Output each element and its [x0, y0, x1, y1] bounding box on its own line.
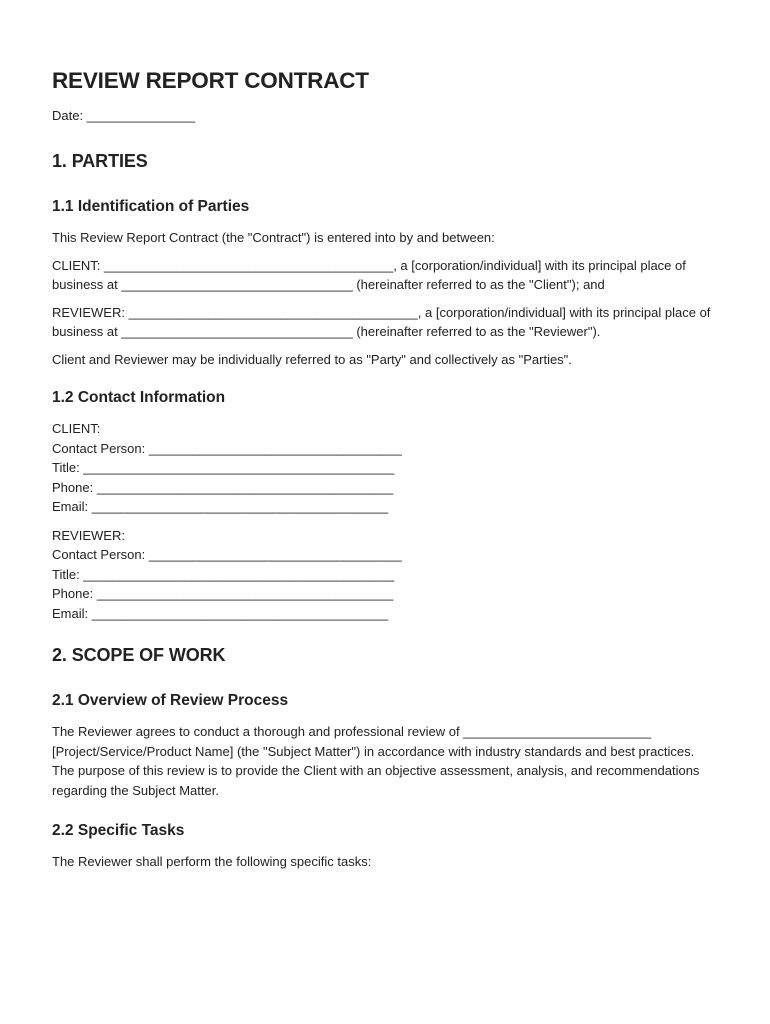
section-2-1-heading: 2.1 Overview of Review Process [52, 692, 289, 709]
document-title: REVIEW REPORT CONTRACT [52, 68, 369, 93]
section-1-2-heading: 1.2 Contact Information [52, 389, 226, 406]
date-line: Date: _______________ [52, 108, 196, 123]
client-contact-person: Contact Person: ___________________________________ [52, 440, 402, 456]
reviewer-contact-phone: Phone: _________________________________________ [52, 586, 394, 601]
reviewer-contact-title: Title: ___________________________________________ [52, 566, 395, 582]
client-contact-label: CLIENT: [52, 421, 101, 436]
reviewer-paragraph: REVIEWER: ________________________________________, a [corporation/individual] with its principal place of business at ________________________________ (hereinafter referred to as the "Reviewer"). [52, 304, 711, 339]
section-2-2-heading: 2.2 Specific Tasks [52, 822, 185, 839]
section-1-heading: 1. PARTIES [52, 151, 148, 171]
section-2-heading: 2. SCOPE OF WORK [52, 645, 226, 665]
client-contact-email: Email: _________________________________________ [52, 499, 389, 514]
client-contact-phone: Phone: _________________________________________ [52, 479, 394, 495]
client-contact-block [52, 419, 718, 517]
reviewer-contact-email: Email: _________________________________________ [52, 605, 389, 621]
specific-tasks-intro: The Reviewer shall perform the following specific tasks: [52, 854, 372, 869]
client-contact-title: Title: ___________________________________________ [52, 460, 395, 475]
client-paragraph: CLIENT: ________________________________________, a [corporation/individual] with its principal place of business at ________________________________ (hereinafter referred to as the "Client"); and [52, 257, 686, 292]
parties-intro: This Review Report Contract (the "Contract") is entered into by and between: [52, 230, 495, 245]
parties-closing: Client and Reviewer may be individually referred to as "Party" and collectively as "Parties". [52, 351, 572, 367]
review-overview-paragraph: The Reviewer agrees to conduct a thorough and professional review of __________________________ [Project/Service/Product Name] (the "Subject Matter") in accordance with industry standards and best practices. The purpose of this review is to provide the Client with an objective assessment, analysis, and recommendations regarding the Subject Matter. [52, 724, 700, 798]
reviewer-contact-person: Contact Person: ___________________________________ [52, 547, 402, 562]
section-1-1-heading: 1.1 Identification of Parties [52, 198, 250, 215]
reviewer-contact-label: REVIEWER: [52, 527, 125, 543]
reviewer-contact-block [52, 526, 718, 624]
